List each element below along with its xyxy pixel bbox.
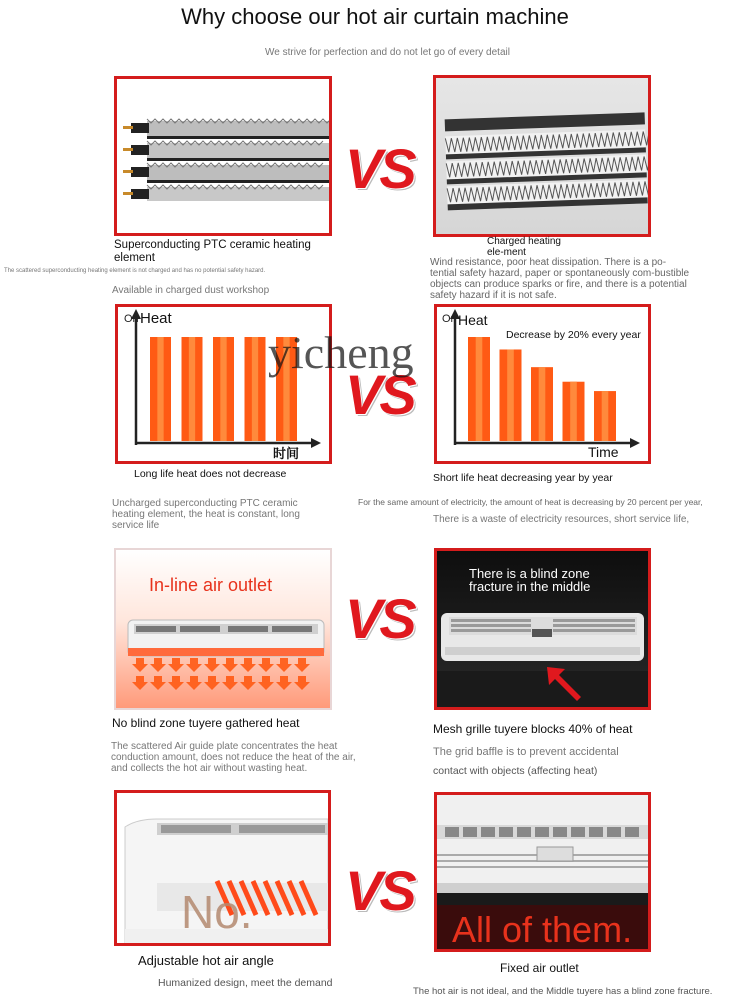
mesh-grille-caption: Mesh grille tuyere blocks 40% of heat <box>433 722 633 736</box>
page-title: Why choose our hot air curtain machine <box>181 4 569 29</box>
vs-label: VS <box>345 587 414 650</box>
x-axis-arrow <box>630 438 640 448</box>
chart-bar-highlight <box>252 337 258 441</box>
fixed-outlet-overlay: All of them. <box>452 909 633 950</box>
mesh-grille-note-2: contact with objects (affecting heat) <box>433 765 598 777</box>
ptc-dust-workshop-note: Available in charged dust workshop <box>112 285 270 296</box>
chart-left-x-label: 时间 <box>273 446 300 461</box>
x-axis-arrow <box>311 438 321 448</box>
charged-heating-element-image <box>433 75 651 237</box>
adjustable-angle-overlay: No. <box>181 886 253 938</box>
vs-label: VS <box>345 363 414 426</box>
humanized-design-note: Humanized design, meet the demand <box>158 977 333 989</box>
charged-element-caption: Charged heating ele-ment <box>487 236 561 258</box>
long-life-note: Uncharged superconducting PTC ceramic heating element, the heat is constant, long service life <box>112 498 300 531</box>
no-blind-zone-caption: No blind zone tuyere gathered heat <box>112 716 300 730</box>
mesh-grille-note: The grid baffle is to prevent accidental <box>433 746 619 758</box>
watermark-text: yicheng <box>268 327 414 378</box>
ptc-element-fins <box>123 119 329 201</box>
chart-bar-highlight <box>539 367 546 441</box>
electricity-decrease-note: For the same amount of electricity, the amount of heat is decreasing by 20 percent per year, <box>358 497 703 507</box>
chart-bar-highlight <box>189 337 195 441</box>
chart-bar-highlight <box>602 391 609 441</box>
inline-outlet-overlay: In-line air outlet <box>149 575 273 595</box>
chart-left-y-label: Heat <box>140 310 172 327</box>
ptc-safety-note: The scattered superconducting heating element is not charged and has no potential safety hazard. <box>4 268 266 274</box>
ptc-caption: Superconducting PTC ceramic heating element <box>114 239 311 264</box>
blind-zone-overlay: There is a blind zone fracture in the middle <box>469 566 591 594</box>
ptc-heating-element-image <box>114 76 332 236</box>
page-subtitle: We strive for perfection and do not let go of every detail <box>265 47 510 58</box>
decreasing-heat-chart-frame <box>434 304 651 464</box>
no-blind-zone-note: The scattered Air guide plate concentrates the heat conduction amount, does not reduce the heat of the air, and collects the hot air without wasting heat. <box>111 741 356 774</box>
chart-right-annotation: Decrease by 20% every year <box>506 329 641 341</box>
chart-right-y-label: Heat <box>458 312 488 328</box>
chart-bar-highlight <box>570 382 577 441</box>
chart-bar-highlight <box>507 349 514 441</box>
chart-bar-highlight <box>220 337 226 441</box>
long-life-caption: Long life heat does not decrease <box>134 468 287 480</box>
charged-element-note: Wind resistance, poor heat dissipation. There is a po-tential safety hazard, paper or spontaneously com-bustible objects can produce sparks or fire, and there is a potential safety hazard if it is not safe. <box>430 257 690 301</box>
chart-right-x-label: Time <box>588 444 619 460</box>
chart-left-y-small: On <box>124 313 139 325</box>
chart-right-y-small: On <box>442 313 457 325</box>
waste-electricity-note: There is a waste of electricity resources, short service life, <box>433 514 690 525</box>
chart-bar-highlight <box>476 337 483 441</box>
fixed-outlet-note: The hot air is not ideal, and the Middle tuyere has a blind zone fracture. <box>413 986 713 997</box>
vs-label: VS <box>345 859 414 922</box>
chart-bar-highlight <box>157 337 163 441</box>
short-life-caption: Short life heat decreasing year by year <box>433 472 613 484</box>
fixed-outlet-caption: Fixed air outlet <box>500 961 579 975</box>
adjustable-angle-caption: Adjustable hot air angle <box>138 953 274 968</box>
inline-outlet-image <box>114 548 332 710</box>
vs-label: VS <box>345 137 414 200</box>
